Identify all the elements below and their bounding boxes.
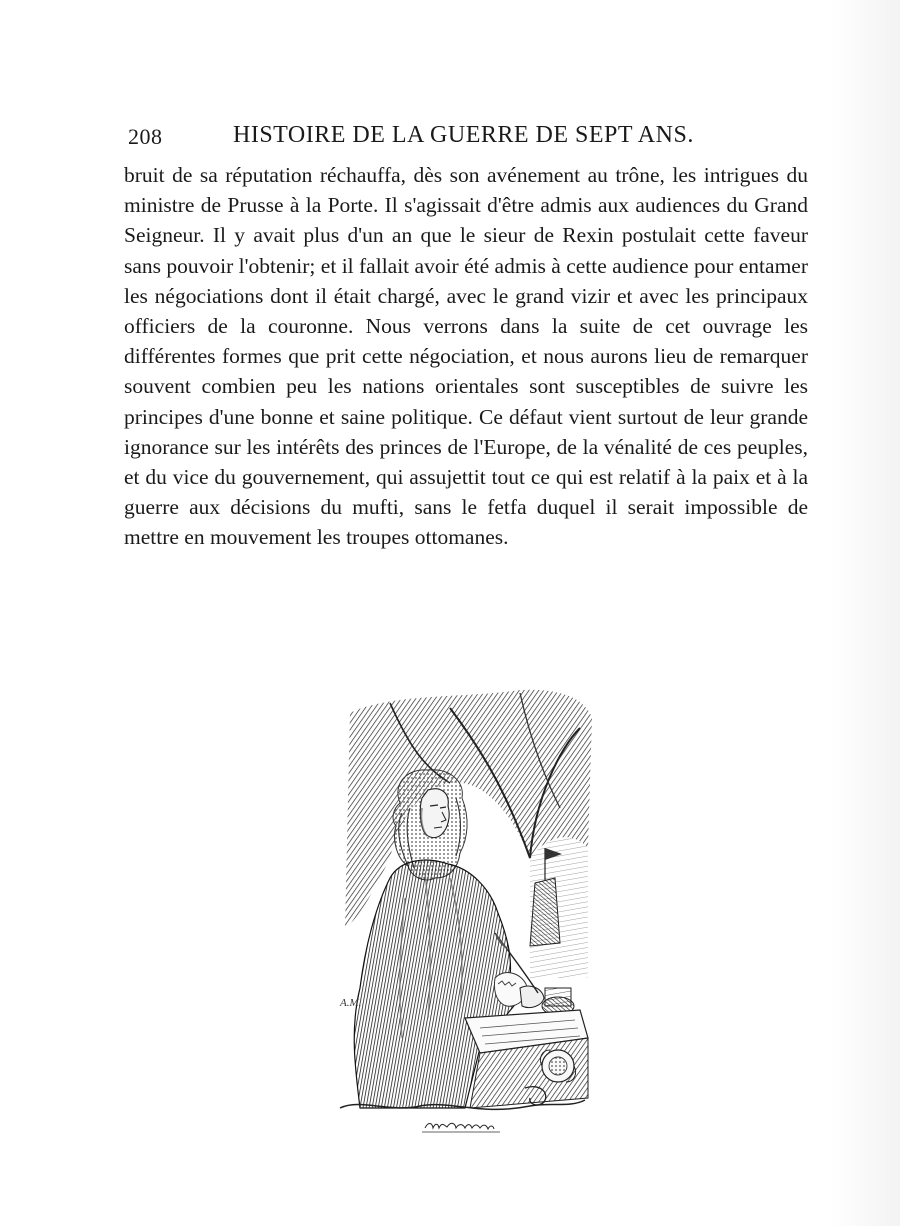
portrait-engraving bbox=[330, 688, 595, 1143]
hand bbox=[520, 986, 544, 1008]
page-edge-shadow bbox=[830, 0, 900, 1226]
running-title: HISTOIRE DE LA GUERRE DE SEPT ANS. bbox=[233, 122, 694, 148]
page-header bbox=[128, 122, 698, 154]
body-paragraph: bruit de sa réputation réchauffa, dès son avénement au trône, les intrigues du ministre de Prusse à la Porte. Il s'agissait d'être admis aux audiences du Grand Seigneur. Il y avait plus d'un an que le sieur de Rexin postulait cette faveur sans pouvoir l'obtenir; et il fallait avoir été admis à cette audience pour entamer les négociations dont il était chargé, avec le grand vizir et avec les principaux officiers de la couronne. Nous verrons dans la suite de cet ouvrage les différentes formes que prit cette négociation, et nous aurons lieu de remarquer souvent combien peu les nations orientales sont susceptibles de suivre les principes d'une bonne et saine politique. Ce défaut vient surtout de leur grande ignorance sur les intérêts des princes de l'Europe, de la vénalité de ces peuples, et du vice du gouvernement, qui assujettit tout ce qui est relatif à la paix et à la guerre aux décisions du mufti, sans le fetfa duquel il serait impossible de mettre en mouvement les troupes ottomanes. bbox=[124, 163, 808, 550]
engraved-portrait-illustration bbox=[330, 688, 595, 1143]
page-number: 208 bbox=[128, 124, 163, 149]
artist-monogram: A.M. bbox=[340, 997, 362, 1009]
engraver-signature bbox=[425, 1123, 494, 1129]
tower bbox=[530, 878, 560, 946]
